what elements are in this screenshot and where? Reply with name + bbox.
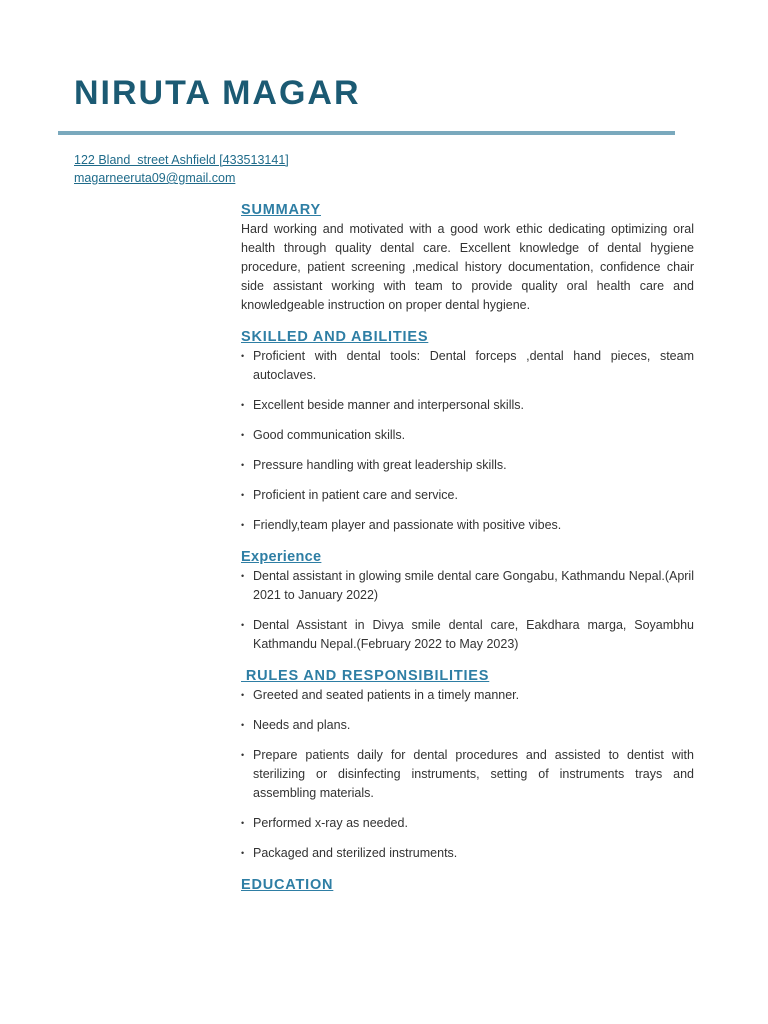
email-link[interactable]: magarneeruta09@gmail.com	[74, 171, 236, 185]
resume-main-column	[241, 200, 694, 895]
role-text: Packaged and sterilized instruments.	[253, 846, 458, 860]
skill-text: Proficient in patient care and service.	[253, 488, 458, 502]
skill-text: Good communication skills.	[253, 428, 406, 442]
experience-list	[241, 567, 694, 654]
header-divider	[58, 131, 675, 135]
bullet-icon: •	[241, 750, 245, 760]
role-text: Prepare patients daily for dental procedures and assisted to dentist with sterilizing or disinfecting instruments, setting of instruments trays and assembling materials.	[253, 748, 694, 800]
roles-heading: RULES AND RESPONSIBILITIES	[241, 668, 490, 684]
experience-heading: Experience	[241, 549, 322, 565]
skill-item	[241, 456, 694, 475]
education-heading: EDUCATION	[241, 877, 334, 893]
bullet-icon: •	[241, 848, 245, 858]
skill-item	[241, 516, 694, 535]
skill-text: Pressure handling with great leadership skills.	[253, 458, 507, 472]
bullet-icon: •	[241, 690, 245, 700]
roles-section	[241, 666, 694, 863]
bullet-icon: •	[241, 351, 245, 361]
roles-list	[241, 686, 694, 863]
role-item	[241, 814, 694, 833]
experience-item	[241, 567, 694, 605]
address-link[interactable]: 122 Bland street Ashfield [433513141]	[74, 153, 289, 167]
experience-item	[241, 616, 694, 654]
role-text: Greeted and seated patients in a timely manner.	[253, 688, 520, 702]
bullet-icon: •	[241, 460, 245, 470]
role-item	[241, 716, 694, 735]
role-item	[241, 686, 694, 705]
candidate-name: NIRUTA MAGAR	[74, 74, 361, 112]
skill-item	[241, 486, 694, 505]
skill-text: Proficient with dental tools: Dental forceps ,dental hand pieces, steam autoclaves.	[253, 349, 694, 382]
role-text: Needs and plans.	[253, 718, 351, 732]
role-text: Performed x-ray as needed.	[253, 816, 408, 830]
contact-block	[74, 151, 289, 187]
bullet-icon: •	[241, 400, 245, 410]
bullet-icon: •	[241, 490, 245, 500]
skill-item	[241, 396, 694, 415]
bullet-icon: •	[241, 571, 245, 581]
experience-section	[241, 547, 694, 654]
skills-heading: SKILLED AND ABILITIES	[241, 329, 429, 345]
summary-section	[241, 200, 694, 315]
bullet-icon: •	[241, 818, 245, 828]
experience-text: Dental Assistant in Divya smile dental care, Eakdhara marga, Soyambhu Kathmandu Nepal.(February 2022 to May 2023)	[253, 618, 694, 651]
skills-list	[241, 347, 694, 535]
skill-text: Excellent beside manner and interpersonal skills.	[253, 398, 524, 412]
bullet-icon: •	[241, 620, 245, 630]
summary-heading: SUMMARY	[241, 202, 321, 218]
role-item	[241, 844, 694, 863]
summary-text: Hard working and motivated with a good work ethic dedicating optimizing oral health through quality dental care. Excellent knowledge of dental hygiene procedure, patient screening ,medical history documentation, confidence chair side assistant working with team to provide quality oral health care and knowledgeable instruction on proper dental hygiene.	[241, 222, 694, 312]
skill-item	[241, 347, 694, 385]
bullet-icon: •	[241, 720, 245, 730]
skill-text: Friendly,team player and passionate with positive vibes.	[253, 518, 562, 532]
skill-item	[241, 426, 694, 445]
education-section	[241, 875, 694, 895]
bullet-icon: •	[241, 520, 245, 530]
role-item	[241, 746, 694, 803]
bullet-icon: •	[241, 430, 245, 440]
skills-section	[241, 327, 694, 535]
experience-text: Dental assistant in glowing smile dental care Gongabu, Kathmandu Nepal.(April 2021 to January 2022)	[253, 569, 694, 602]
